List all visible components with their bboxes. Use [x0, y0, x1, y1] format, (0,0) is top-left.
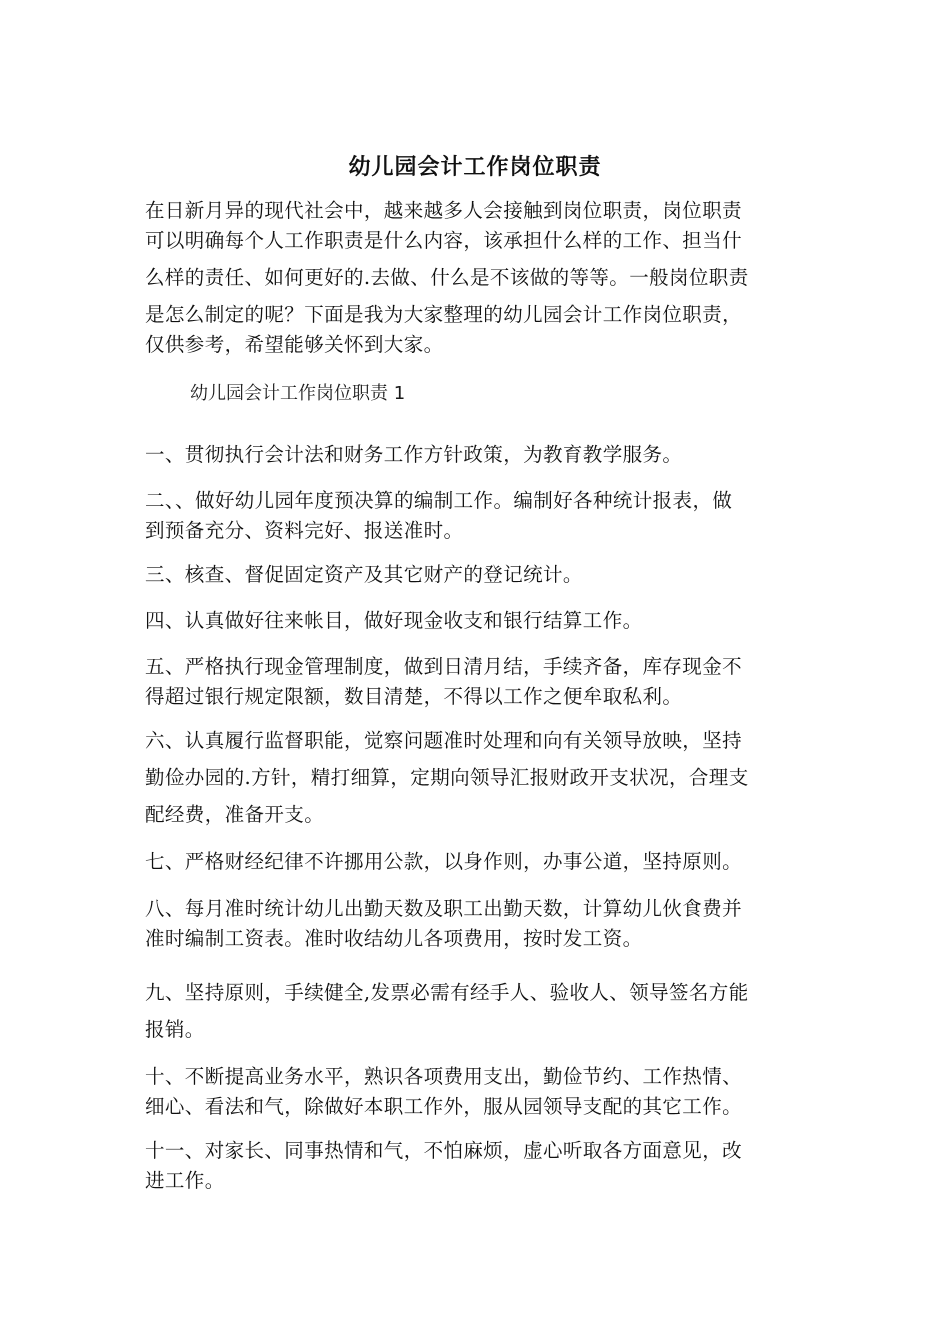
- duty-line: 到预备充分、资料完好、报送准时。: [145, 519, 464, 542]
- duty-item: [145, 440, 809, 470]
- duty-line: 七、严格财经纪律不许挪用公款，以身作则，办事公道，坚持原则。: [145, 850, 743, 873]
- duty-item: [145, 726, 809, 830]
- duty-item: [145, 560, 809, 590]
- duty-line: 配经费，准备开支。: [145, 803, 325, 826]
- intro-line: 么样的责任、如何更好的.去做、什么是不该做的等等。一般岗位职责: [145, 266, 749, 289]
- section-heading: 幼儿园会计工作岗位职责 1: [190, 383, 406, 404]
- duty-line: 一、贯彻执行会计法和财务工作方针政策，为教育教学服务。: [145, 443, 683, 466]
- duty-line: 细心、看法和气，除做好本职工作外，服从园领导支配的其它工作。: [145, 1095, 743, 1118]
- intro-paragraph: [145, 196, 809, 360]
- duty-line: 二、、做好幼儿园年度预决算的编制工作。编制好各种统计报表，做: [145, 489, 733, 512]
- intro-line: 是怎么制定的呢？下面是我为大家整理的幼儿园会计工作岗位职责，: [145, 303, 743, 326]
- duty-line: 得超过银行规定限额，数目清楚，不得以工作之便牟取私利。: [145, 685, 683, 708]
- duty-item: [145, 1062, 809, 1122]
- duty-line: 三、核查、督促固定资产及其它财产的登记统计。: [145, 563, 583, 586]
- intro-line: 可以明确每个人工作职责是什么内容，该承担什么样的工作、担当什: [145, 229, 743, 252]
- duty-item: [145, 894, 809, 954]
- duty-line: 准时编制工资表。准时收结幼儿各项费用，按时发工资。: [145, 927, 643, 950]
- duty-item: [145, 847, 809, 877]
- page-title: 幼儿园会计工作岗位职责: [348, 153, 602, 180]
- duty-line: 十一、对家长、同事热情和气，不怕麻烦，虚心听取各方面意见，改: [145, 1139, 743, 1162]
- duty-item: [145, 486, 809, 546]
- duty-line: 四、认真做好往来帐目，做好现金收支和银行结算工作。: [145, 609, 643, 632]
- duty-line: 十、不断提高业务水平，熟识各项费用支出，勤俭节约、工作热情、: [145, 1065, 743, 1088]
- duty-line: 进工作。: [145, 1169, 225, 1192]
- duty-line: 报销。: [145, 1018, 205, 1041]
- duty-item: [145, 978, 809, 1045]
- duty-item: [145, 652, 809, 712]
- duty-line: 八、每月准时统计幼儿出勤天数及职工出勤天数，计算幼儿伙食费并: [145, 897, 743, 920]
- duty-line: 五、严格执行现金管理制度，做到日清月结，手续齐备，库存现金不: [145, 655, 743, 678]
- intro-line: 仅供参考，希望能够关怀到大家。: [145, 333, 444, 356]
- duty-item: [145, 1136, 809, 1196]
- duty-item: [145, 606, 809, 636]
- duty-line: 六、认真履行监督职能，觉察问题准时处理和向有关领导放映，坚持: [145, 729, 743, 752]
- duty-line: 九、坚持原则，手续健全,发票必需有经手人、验收人、领导签名方能: [145, 981, 749, 1004]
- duty-line: 勤俭办园的.方针，精打细算，定期向领导汇报财政开支状况，合理支: [145, 766, 749, 789]
- intro-line: 在日新月异的现代社会中，越来越多人会接触到岗位职责，岗位职责: [145, 199, 743, 222]
